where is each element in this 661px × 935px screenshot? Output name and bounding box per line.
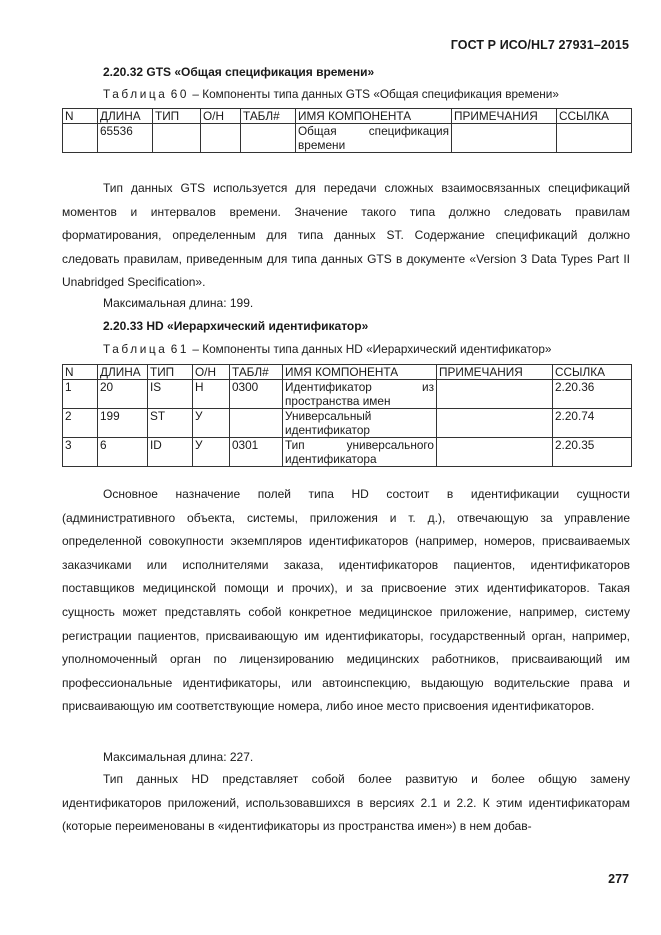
table-cell: 2 bbox=[63, 409, 98, 438]
table-cell: 0301 bbox=[230, 438, 283, 467]
table-cell bbox=[437, 409, 553, 438]
max-length-hd: Максимальная длина: 227. bbox=[103, 750, 254, 764]
table-cell: Общая спецификация времени bbox=[296, 124, 452, 153]
table-cell: 65536 bbox=[98, 124, 153, 153]
paragraph-hd-purpose: Основное назначение полей типа HD состоит в идентификации сущности (административного объекта, системы, приложения и т. д.), отвечающую за управление определенной совокупности экземпляров идентификаторов (например, номеров, присваиваемых заказчиками или исполнителями заказа, идентификаторов пациентов, идентификаторов поставщиков медицинской помощи и прочих), и за присвоение этих идентификаторов. Такая сущность может представлять собой конкретное медицинское приложение, например, систему регистрации пациентов, присваивающую им идентификаторы, государственный орган, например, уполномоченный орган по лицензированию медицинских работников, присваивающий им профессиональные идентификаторы, или автоинспекцию, выдающую водительские права и присваивающую им соответствующие номера, либо иное место присвоения идентификаторов. bbox=[62, 487, 630, 714]
table-caption-number: 60 bbox=[170, 87, 190, 101]
table-cell bbox=[230, 409, 283, 438]
table-caption-text: – Компоненты типа данных HD «Иерархический идентификатор» bbox=[192, 342, 552, 356]
table-cell: Идентификатор из пространства имен bbox=[283, 380, 437, 409]
header-cell: ТИП bbox=[153, 109, 201, 124]
header-cell: ПРИМЕЧАНИЯ bbox=[437, 365, 553, 380]
section-title-gts: 2.20.32 GTS «Общая спецификация времени» bbox=[103, 65, 375, 79]
page-number: 277 bbox=[608, 872, 629, 886]
header-cell: N bbox=[63, 365, 98, 380]
table-cell bbox=[437, 438, 553, 467]
paragraph-hd-replacement: Тип данных HD представляет собой более развитую и более общую замену идентификаторов приложений, использовавшихся в версиях 2.1 и 2.2. К этим идентификаторам (которые переименованы в «идентификаторы из пространства имен») в нем добав- bbox=[62, 772, 630, 834]
table-cell: Тип универсального идентификатора bbox=[283, 438, 437, 467]
header-cell: О/Н bbox=[201, 109, 241, 124]
header-cell: ИМЯ КОМПОНЕНТА bbox=[283, 365, 437, 380]
table-caption-60 bbox=[103, 87, 559, 101]
table-caption-number: 61 bbox=[170, 342, 190, 356]
table-row bbox=[63, 438, 632, 467]
table-cell: ID bbox=[148, 438, 193, 467]
table-cell: 2.20.36 bbox=[553, 380, 632, 409]
section-title-hd: 2.20.33 HD «Иерархический идентификатор» bbox=[103, 319, 369, 333]
table-caption-61 bbox=[103, 342, 551, 356]
header-cell: ДЛИНА bbox=[98, 109, 153, 124]
max-length-gts: Максимальная длина: 199. bbox=[103, 296, 254, 310]
table-cell bbox=[452, 124, 557, 153]
table-cell: 6 bbox=[98, 438, 148, 467]
table-cell bbox=[241, 124, 296, 153]
table-cell: 2.20.74 bbox=[553, 409, 632, 438]
table-caption-word: Таблица bbox=[103, 87, 168, 101]
table-cell bbox=[437, 380, 553, 409]
header-cell: ТИП bbox=[148, 365, 193, 380]
header-cell: N bbox=[63, 109, 98, 124]
table-caption-text: – Компоненты типа данных GTS «Общая спецификация времени» bbox=[192, 87, 559, 101]
table-cell: 1 bbox=[63, 380, 98, 409]
table-caption-word: Таблица bbox=[103, 342, 168, 356]
table-cell: 2.20.35 bbox=[553, 438, 632, 467]
table-cell: 3 bbox=[63, 438, 98, 467]
header-cell: ТАБЛ# bbox=[230, 365, 283, 380]
table-header-row bbox=[63, 109, 632, 124]
header-cell: ССЫЛКА bbox=[557, 109, 632, 124]
table-cell: 20 bbox=[98, 380, 148, 409]
table-cell bbox=[63, 124, 98, 153]
table-row bbox=[63, 124, 632, 153]
table-cell: 0300 bbox=[230, 380, 283, 409]
table-cell: У bbox=[193, 409, 230, 438]
header-cell: ДЛИНА bbox=[98, 365, 148, 380]
header-cell: О/Н bbox=[193, 365, 230, 380]
table-header-row bbox=[63, 365, 632, 380]
components-table-gts bbox=[62, 108, 632, 153]
table-cell: У bbox=[193, 438, 230, 467]
table-cell: Универсальный идентификатор bbox=[283, 409, 437, 438]
table-cell bbox=[153, 124, 201, 153]
table-cell bbox=[557, 124, 632, 153]
header-cell: ТАБЛ# bbox=[241, 109, 296, 124]
paragraph-gts-description: Тип данных GTS используется для передачи сложных взаимосвязанных спецификаций моментов и интервалов времени. Значение такого типа должно следовать правилам форматирования, определенным для типа данных ST. Содержание спецификаций должно следовать правилам, приведенным для типа данных GTS в документе «Version 3 Data Types Part II Unabridged Specification». bbox=[62, 181, 630, 290]
table-cell: IS bbox=[148, 380, 193, 409]
header-cell: ПРИМЕЧАНИЯ bbox=[452, 109, 557, 124]
table-cell: 199 bbox=[98, 409, 148, 438]
table-cell bbox=[201, 124, 241, 153]
components-table-hd bbox=[62, 364, 632, 467]
standard-header: ГОСТ Р ИСО/HL7 27931–2015 bbox=[450, 38, 629, 52]
table-row bbox=[63, 409, 632, 438]
table-cell: ST bbox=[148, 409, 193, 438]
table-cell: Н bbox=[193, 380, 230, 409]
header-cell: ИМЯ КОМПОНЕНТА bbox=[296, 109, 452, 124]
table-row bbox=[63, 380, 632, 409]
header-cell: ССЫЛКА bbox=[553, 365, 632, 380]
